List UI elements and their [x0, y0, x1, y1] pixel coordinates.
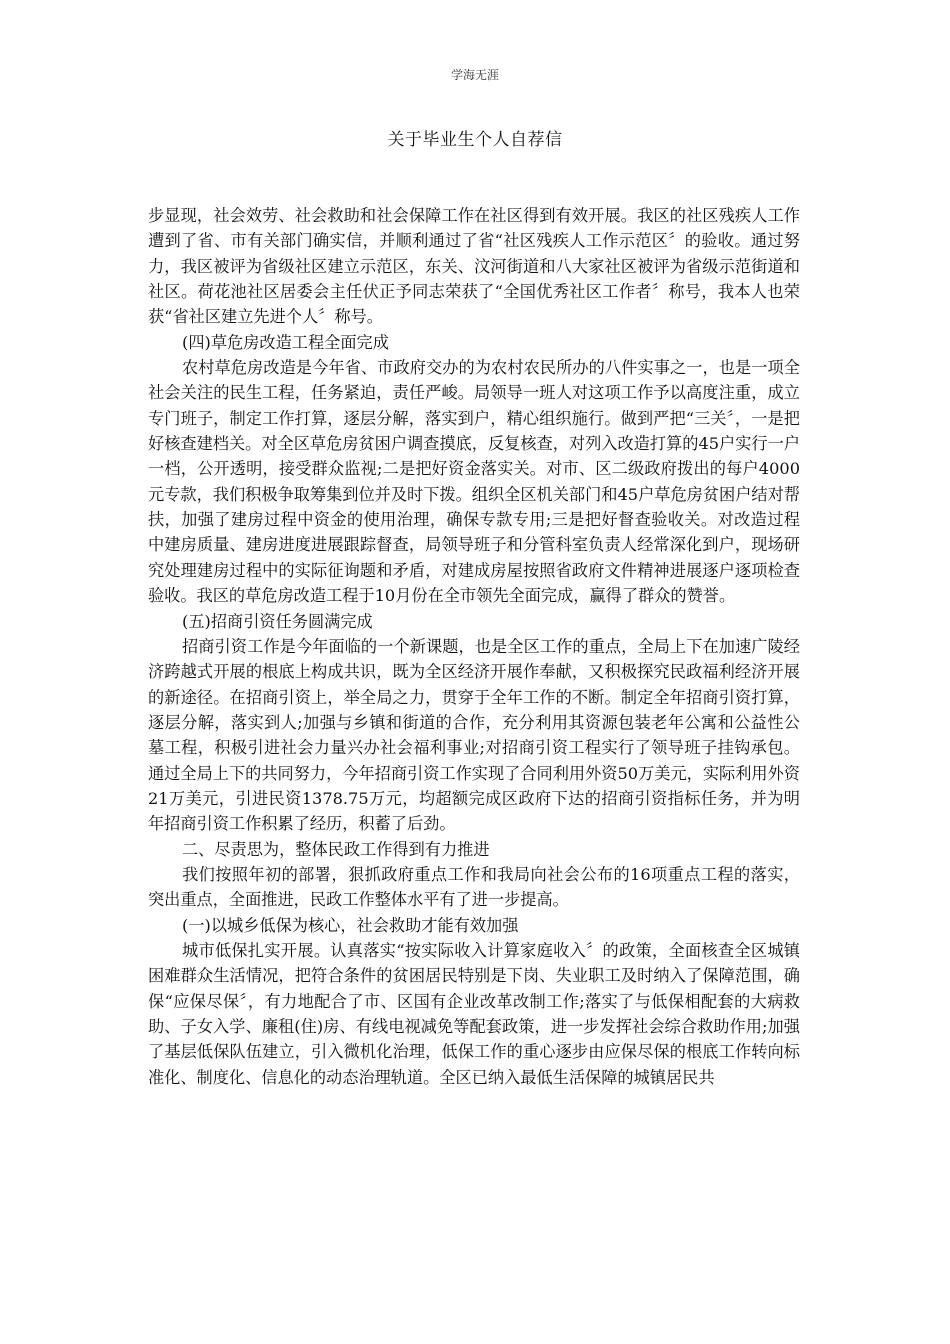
paragraph: 我们按照年初的部署，狠抓政府重点工作和我局向社会公布的16项重点工程的落实，突出重点，全面推进，民政工作整体水平有了进一步提高。 — [148, 864, 800, 910]
paragraph: 城市低保扎实开展。认真落实“按实际收入计算家庭收入〞的政策，全面核查全区城镇困难群众生活情况，把符合条件的贫困居民特别是下岗、失业职工及时纳入了保障范围，确保“应保尽保〞，有力地配合了市、区国有企业改革改制工作;落实了与低保相配套的大病救助、子女入学、廉租(住)房、有线电视减免等配套政策，进一步发挥社会综合救助作用;加强了基层低保队伍建立，引入微机化治理，低保工作的重心逐步由应保尽保的根底工作转向标准化、制度化、信息化的动态治理轨道。全区已纳入最低生活保障的城镇居民共 — [148, 940, 800, 1087]
paragraph: 招商引资工作是今年面临的一个新课题，也是全区工作的重点，全局上下在加速广陵经济跨越式开展的根底上构成共识，既为全区经济开展作奉献，又积极探究民政福利经济开展的新途径。在招商引资上，举全局之力，贯穿于全年工作的不断。制定全年招商引资打算，逐层分解，落实到人;加强与乡镇和街道的合作，充分利用其资源包装老年公寓和公益性公墓工程，积极引进社会力量兴办社会福利事业;对招商引资工程实行了领导班子挂钩承包。通过全局上下的共同努力，今年招商引资工作实现了合同利用外资50万美元，实际利用外资21万美元，引进民资1378.75万元，均超额完成区政府下达的招商引资指标任务，并为明年招商引资工作积累了经历，积蓄了后劲。 — [148, 636, 800, 834]
paragraph: 农村草危房改造是今年省、市政府交办的为农村农民所办的八件实事之一，也是一项全社会关注的民生工程，任务紧迫，责任严峻。局领导一班人对这项工作予以高度注重，成立专门班子，制定工作打算，逐层分解，落实到户，精心组织施行。做到严把“三关〞，一是把好核查建档关。对全区草危房贫困户调查摸底，反复核查，对列入改造打算的45户实行一户一档，公开透明，接受群众监视;二是把好资金落实关。对市、区二级政府拨出的每户4000元专款，我们积极争取筹集到位并及时下拨。组织全区机关部门和45户草危房贫困户结对帮扶，加强了建房过程中资金的使用治理，确保专款专用;三是把好督查验收关。对改造过程中建房质量、建房进度进展跟踪督查，局领导班子和分管科室负责人经常深化到户，现场研究处理建房过程中的实际征询题和矛盾，对建成房屋按照省政府文件精神进展逐户逐项检查验收。我区的草危房改造工程于10月份在全市领先全面完成，赢得了群众的赞誉。 — [148, 358, 800, 606]
section-heading: (四)草危房改造工程全面完成 — [182, 332, 389, 352]
section-heading: (一)以城乡低保为核心，社会救助才能有效加强 — [182, 915, 519, 935]
document-title: 关于毕业生个人自荐信 — [387, 130, 563, 150]
document-body — [148, 203, 800, 1090]
section-heading: (五)招商引资任务圆满完成 — [182, 611, 373, 631]
page-header: 学海无涯 — [450, 68, 499, 82]
paragraph: 步显现，社会效劳、社会救助和社会保障工作在社区得到有效开展。我区的社区残疾人工作遭到了省、市有关部门确实信，并顺利通过了省“社区残疾人工作示范区〞的验收。通过努力，我区被评为省级社区建立示范区，东关、汶河街道和八大家社区被评为省级示范街道和社区。荷花池社区居委会主任伏正予同志荣获了“全国优秀社区工作者〞称号，我本人也荣获“省社区建立先进个人〞称号。 — [148, 206, 800, 327]
section-heading: 二、尽责思为，整体民政工作得到有力推进 — [182, 839, 490, 859]
